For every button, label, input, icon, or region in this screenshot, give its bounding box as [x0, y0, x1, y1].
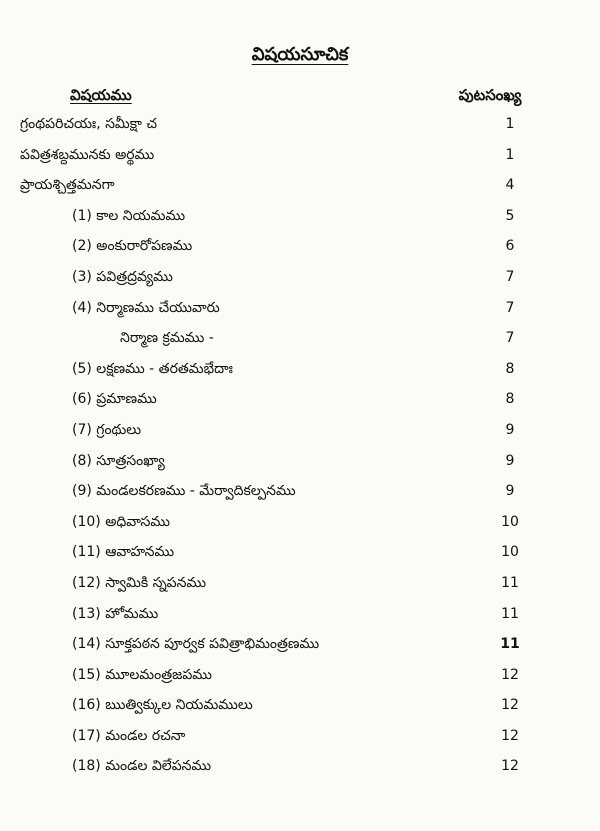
toc-entry-page: 9: [505, 421, 515, 438]
toc-entry-page: 7: [505, 299, 515, 316]
toc-entry: [0, 600, 600, 631]
toc-entry-page: 11: [501, 605, 519, 622]
toc-entry-label: (7) గ్రంథులు: [72, 421, 142, 438]
toc-entry: [0, 722, 600, 753]
toc-entry: [0, 569, 600, 600]
page-title: విషయసూచిక: [251, 44, 349, 65]
toc-entry-page: 7: [505, 268, 515, 285]
toc-entry-label: (6) ప్రమాణము: [72, 391, 157, 408]
toc-entry: [0, 661, 600, 692]
toc-entry-label: ప్రాయశ్చిత్తమనగా: [20, 177, 115, 194]
toc-entry-page: 8: [505, 391, 515, 408]
toc-entry-label: (16) ఋత్విక్కుల నియమములు: [72, 697, 253, 714]
toc-entry-page: 9: [505, 452, 515, 469]
toc-entry-page: 12: [501, 758, 519, 775]
toc-entry: [0, 477, 600, 508]
toc-entry-label: (11) ఆవాహనము: [72, 544, 175, 561]
toc-entry-label: (14) సూక్తపఠన పూర్వక పవిత్రాభిమంత్రణము: [72, 636, 320, 653]
toc-entry: [0, 141, 600, 172]
toc-entry-page: 12: [501, 666, 519, 683]
toc-entry-page: 12: [501, 727, 519, 744]
toc-entry: [0, 752, 600, 783]
toc-entry: [0, 538, 600, 569]
toc-entry-label: (13) హోమము: [72, 605, 159, 622]
toc-entry-page: 4: [505, 177, 515, 194]
toc-entry-label: (10) అధివాసము: [72, 513, 170, 530]
toc-entry-page: 11: [501, 574, 519, 591]
toc-entry-label: (18) మండల విలేపనము: [72, 758, 212, 775]
toc-entry-page: 10: [501, 513, 519, 530]
toc-entry-page: 6: [505, 238, 515, 255]
toc-entry-label: (8) సూత్రసంఖ్యా: [72, 452, 165, 469]
toc-entry: [0, 416, 600, 447]
toc-entry-label: (17) మండల రచనా: [72, 727, 186, 744]
toc-entry-label: (15) మూలమంత్రజపము: [72, 666, 212, 683]
toc-entry-page: 10: [501, 544, 519, 561]
toc-entry-label: (5) లక్షణము - తరతమభేదాః: [72, 360, 233, 377]
toc-entry: [0, 263, 600, 294]
toc-entry-label: (9) మండలకరణము - మేర్వాదికల్పనము: [72, 483, 296, 500]
subject-column-header: విషయము: [70, 86, 132, 104]
toc-entry-page: 1: [505, 146, 515, 163]
toc-entry-page: 8: [505, 360, 515, 377]
toc-entry: [0, 110, 600, 141]
toc-entry: [0, 508, 600, 539]
toc-entry: [0, 447, 600, 478]
toc-entry-label: (1) కాల నియమము: [72, 207, 186, 224]
toc-entry: [0, 171, 600, 202]
toc-entry-label: నిర్మాణ క్రమము -: [120, 330, 214, 347]
toc-entry-label: (4) నిర్మాణము చేయువారు: [72, 299, 220, 316]
toc-entry-page: 11: [500, 636, 520, 653]
toc-entry-label: గ్రంథపరిచయః, సమీక్షా చ: [20, 116, 157, 132]
table-of-contents: [0, 110, 600, 783]
toc-entry: [0, 232, 600, 263]
toc-entry-page: 5: [505, 207, 515, 224]
toc-entry-label: పవిత్రశబ్దమునకు అర్థము: [20, 146, 155, 163]
toc-entry-page: 7: [505, 330, 515, 347]
page-column-header: పుటసంఖ్య: [458, 86, 522, 104]
toc-entry: [0, 324, 600, 355]
toc-entry-page: 12: [501, 697, 519, 714]
toc-entry-label: (3) పవిత్రద్రవ్యము: [72, 268, 173, 285]
toc-entry: [0, 630, 600, 661]
toc-entry: [0, 355, 600, 386]
toc-entry: [0, 691, 600, 722]
toc-entry: [0, 294, 600, 325]
toc-entry-page: 9: [505, 483, 515, 500]
toc-entry: [0, 385, 600, 416]
toc-entry-label: (2) అంకురారోపణము: [72, 238, 193, 255]
toc-entry-page: 1: [505, 116, 515, 132]
toc-entry-label: (12) స్వామికి స్నపనము: [72, 574, 207, 591]
toc-entry: [0, 202, 600, 233]
